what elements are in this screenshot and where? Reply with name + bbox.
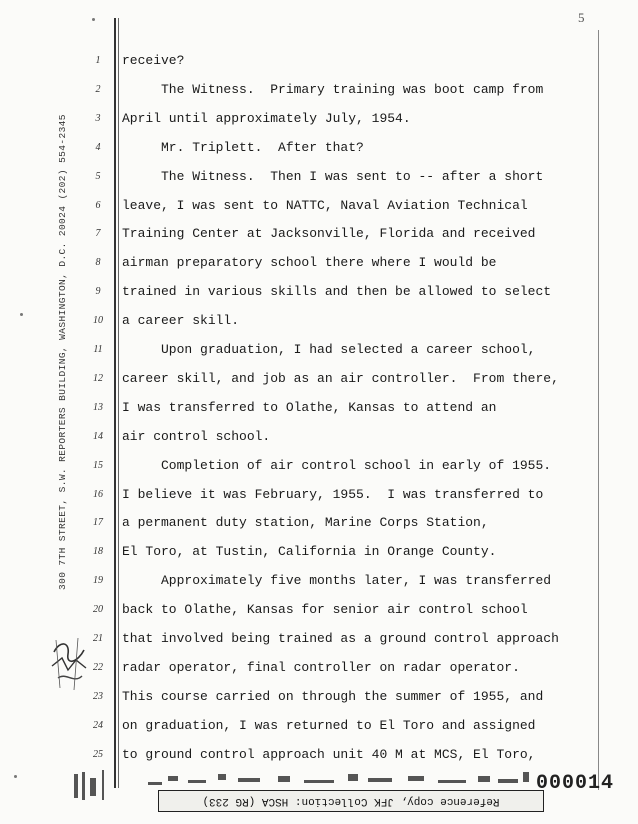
- line-number: 18: [93, 546, 103, 558]
- transcript-line: Mr. Triplett. After that?: [122, 139, 364, 155]
- scan-speck: [92, 18, 95, 21]
- handwritten-mark-icon: [48, 632, 92, 692]
- transcript-line: career skill, and job as an air controller. From there,: [122, 370, 559, 386]
- transcript-line: April until approximately July, 1954.: [122, 110, 411, 126]
- line-number: 20: [93, 604, 103, 616]
- transcript-line: The Witness. Primary training was boot camp from: [122, 81, 544, 97]
- document-id: 000014: [536, 772, 615, 795]
- line-number: 14: [93, 430, 103, 442]
- transcript-line: Training Center at Jacksonville, Florida and received: [122, 226, 536, 242]
- transcript-line: I was transferred to Olathe, Kansas to attend an: [122, 399, 497, 415]
- transcript-line: Completion of air control school in early of 1955.: [122, 457, 552, 473]
- transcript-line: a permanent duty station, Marine Corps Station,: [122, 515, 489, 531]
- transcript-line: This course carried on through the summer of 1955, and: [122, 688, 544, 704]
- scan-speck: [14, 775, 17, 778]
- line-number: 5: [95, 170, 101, 182]
- transcript-line: back to Olathe, Kansas for senior air control school: [122, 602, 528, 618]
- transcript-line: airman preparatory school there where I would be: [122, 255, 497, 271]
- line-number: 16: [93, 488, 103, 500]
- line-number: 17: [93, 517, 103, 529]
- line-number: 21: [93, 633, 103, 644]
- line-number: 4: [95, 141, 101, 153]
- line-number: 1: [95, 55, 101, 66]
- transcript-line: trained in various skills and then be allowed to select: [122, 284, 552, 300]
- line-number: 25: [93, 748, 103, 760]
- line-number: 6: [95, 199, 101, 211]
- transcript-line: El Toro, at Tustin, California in Orange County.: [122, 544, 497, 560]
- line-number: 2: [95, 83, 101, 95]
- line-number: 22: [93, 661, 103, 673]
- line-number: 23: [93, 690, 103, 702]
- line-number: 9: [95, 286, 101, 298]
- page-number: 5: [578, 10, 585, 25]
- line-number: 10: [93, 315, 103, 327]
- line-number: 12: [93, 372, 103, 384]
- transcript-line: to ground control approach unit 40 M at MCS, El Toro,: [122, 746, 536, 762]
- transcript-line: leave, I was sent to NATTC, Naval Aviation Technical: [122, 197, 528, 213]
- transcript-line: on graduation, I was returned to El Toro and assigned: [122, 717, 536, 733]
- transcript-line: The Witness. Then I was sent to -- after a short: [122, 168, 544, 184]
- transcript-line: Approximately five months later, I was transferred: [122, 573, 552, 589]
- transcript-line: air control school.: [122, 428, 271, 444]
- transcript-line: radar operator, final controller on radar operator.: [122, 659, 520, 675]
- transcript-line: Upon graduation, I had selected a career school,: [122, 342, 536, 357]
- right-margin-rule: [598, 30, 599, 790]
- scan-speck: [20, 313, 23, 316]
- transcript-line: a career skill.: [122, 313, 240, 329]
- reference-copy-label: Reference copy, JFK Collection: HSCA (RG 233): [158, 790, 544, 812]
- reporter-address: 300 7TH STREET, S.W. REPORTERS BUILDING, WASHINGTON, D.C. 20024 (202) 554-2345: [57, 114, 68, 590]
- line-number: 3: [95, 112, 101, 124]
- line-number: 8: [95, 257, 101, 269]
- line-number: 7: [95, 228, 101, 240]
- transcript-line: receive?: [122, 53, 185, 68]
- line-number: 19: [93, 575, 103, 587]
- line-number: 13: [93, 401, 103, 413]
- line-number: 11: [93, 344, 103, 355]
- line-number: 24: [93, 719, 103, 731]
- line-number: 15: [93, 459, 103, 471]
- left-margin-rule-inner: [118, 18, 119, 788]
- left-margin-rule: [114, 18, 116, 788]
- transcript-line: that involved being trained as a ground control approach: [122, 631, 559, 646]
- transcript-line: I believe it was February, 1955. I was transferred to: [122, 486, 544, 502]
